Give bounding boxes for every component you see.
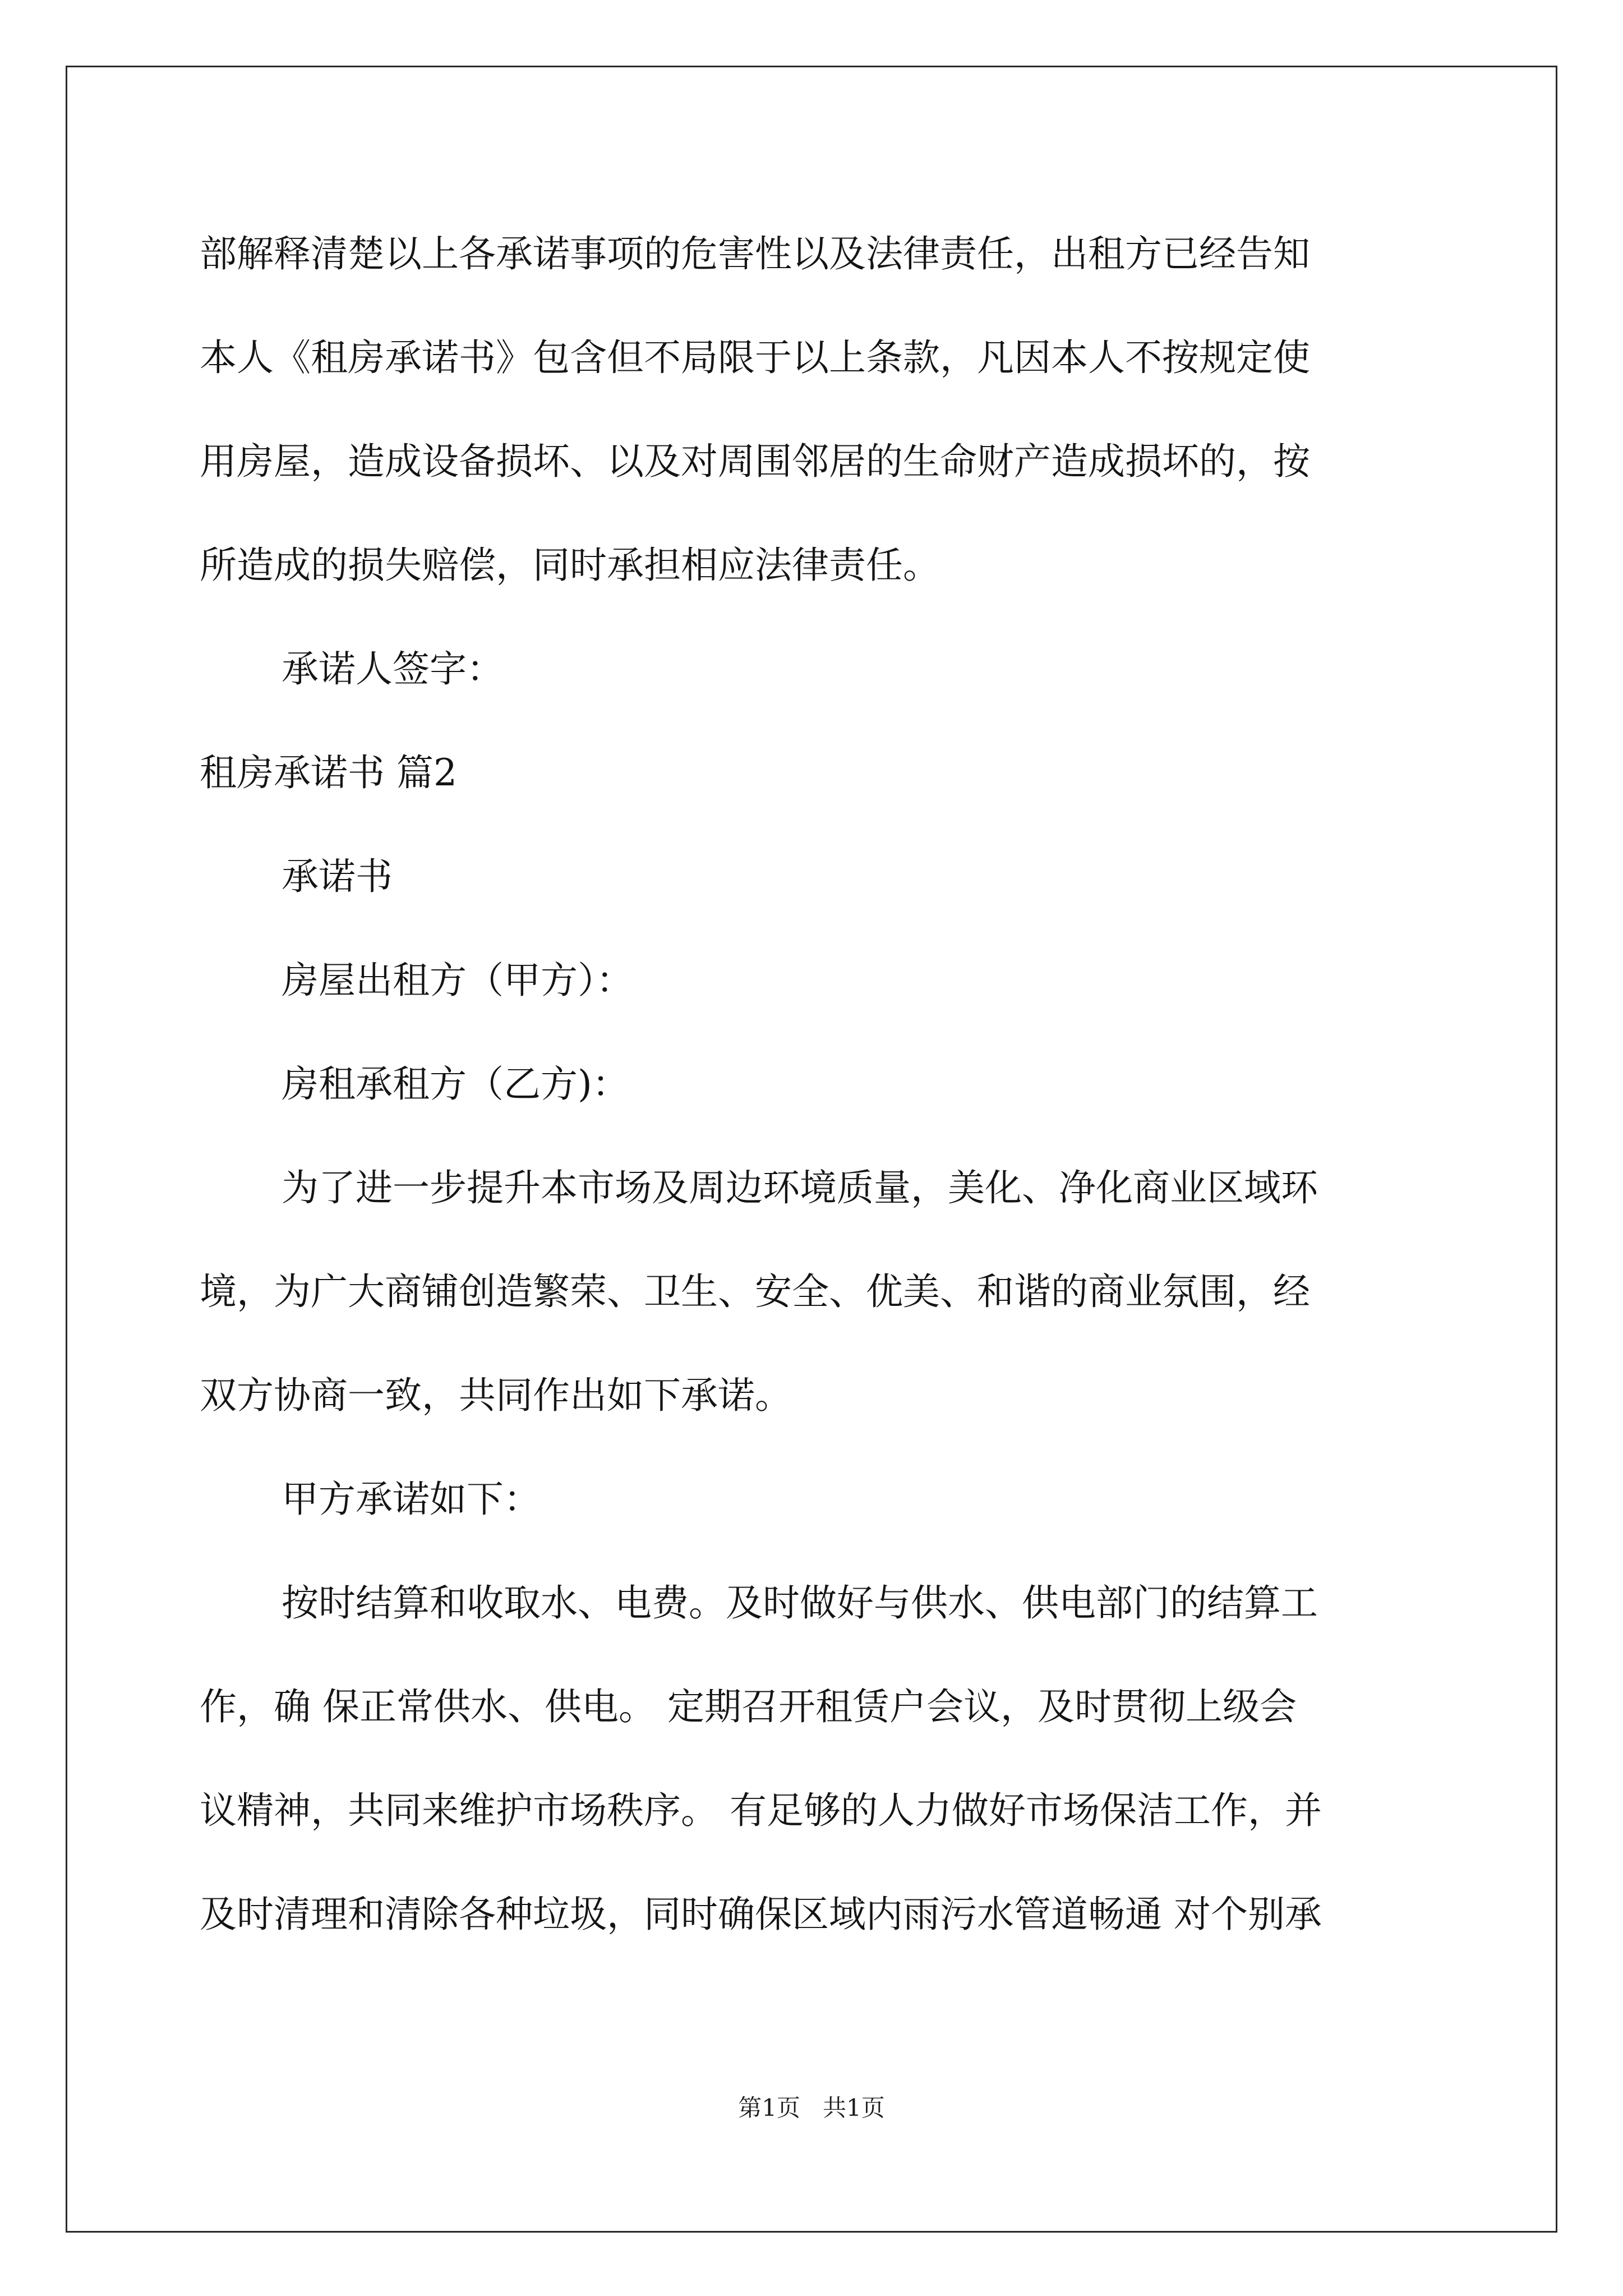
paragraph-signature <box>200 617 1433 721</box>
text-line: 议精神，共同来维护市场秩序。 有足够的人力做好市场保洁工作，并 <box>200 1789 1322 1832</box>
page-footer: 第1页 共1页 <box>738 2094 885 2122</box>
party-a-commitments-heading: 甲方承诺如下： <box>282 1478 541 1521</box>
paragraph-party-a-terms <box>200 1551 1433 1966</box>
paragraph-liability <box>200 202 1433 617</box>
party-a-label: 房屋出租方（甲方）： <box>282 959 633 1002</box>
document-title: 承诺书 <box>282 855 393 898</box>
text-line: 用房屋，造成设备损坏、以及对周围邻居的生命财产造成损坏的，按 <box>200 440 1310 483</box>
text-line: 按时结算和收取水、电费。及时做好与供水、供电部门的结算工 <box>282 1581 1318 1625</box>
text-line: 及时清理和清除各种垃圾，同时确保区域内雨污水管道畅通 对个别承 <box>200 1893 1322 1936</box>
document-body <box>200 202 1433 1966</box>
text-line: 本人《租房承诺书》包含但不局限于以上条款，凡因本人不按规定使 <box>200 336 1310 379</box>
text-line: 双方协商一致，共同作出如下承诺。 <box>200 1374 792 1417</box>
section-title: 租房承诺书 篇2 <box>200 751 457 794</box>
text-line: 作，确 保正常供水、供电。 定期召开租赁户会议，及时贯彻上级会 <box>200 1685 1297 1728</box>
section-heading <box>200 721 1433 825</box>
paragraph-purpose <box>200 1136 1433 1447</box>
text-line: 境，为广大商铺创造繁荣、卫生、安全、优美、和谐的商业氛围，经 <box>200 1270 1310 1313</box>
signature-label: 承诺人签字： <box>282 647 504 691</box>
paragraph-doc-title <box>200 825 1433 928</box>
text-line: 所造成的损失赔偿，同时承担相应法律责任。 <box>200 544 940 587</box>
paragraph-party-a-heading <box>200 1447 1433 1551</box>
text-line: 为了进一步提升本市场及周边环境质量，美化、净化商业区域环 <box>282 1166 1318 1209</box>
paragraph-party-b <box>200 1032 1433 1136</box>
text-line: 部解释清楚以上各承诺事项的危害性以及法律责任，出租方已经告知 <box>200 232 1310 275</box>
paragraph-party-a <box>200 928 1433 1032</box>
party-b-label: 房租承租方（乙方)： <box>282 1062 629 1106</box>
